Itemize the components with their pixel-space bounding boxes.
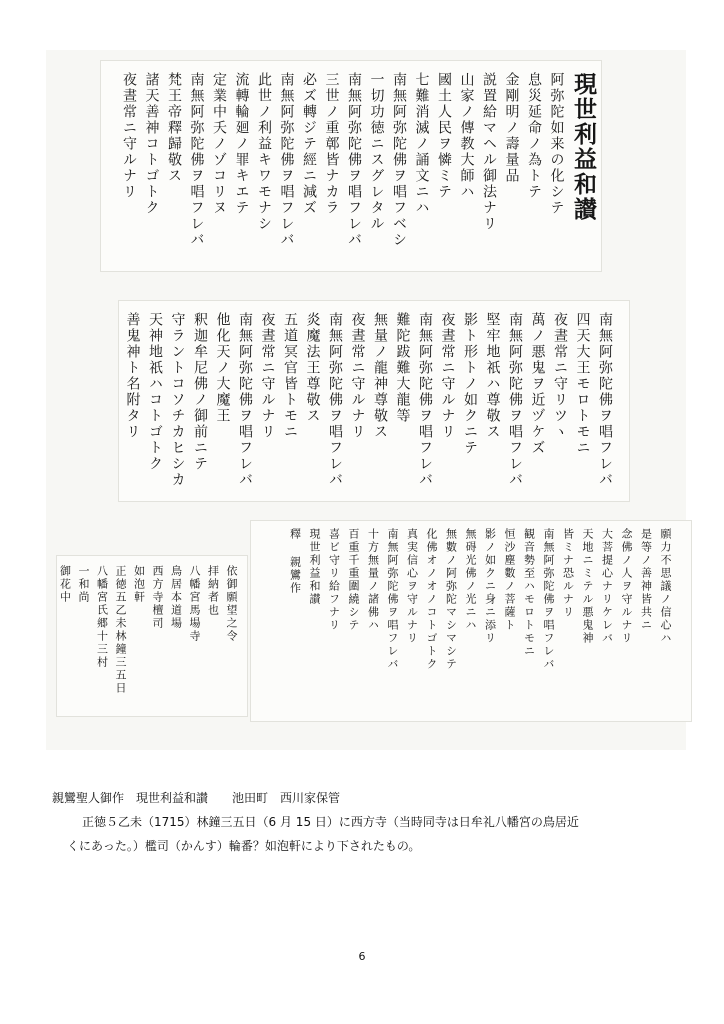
panel2-column: 南無阿弥陀佛ヲ唱フレバ bbox=[327, 312, 343, 488]
colophon-column: 西方寺檀司 bbox=[151, 565, 164, 630]
panel3-column: 願力不思議ノ信心ハ bbox=[659, 528, 672, 645]
panel1-column: 南無阿弥陀佛ヲ唱フレバ bbox=[278, 72, 295, 248]
panel2-column: 南無阿弥陀佛ヲ唱フレバ bbox=[237, 312, 253, 488]
panel1-column: 諸天善神コトゴトク bbox=[143, 72, 160, 216]
panel2-column: 天神地祇ハコトゴトク bbox=[147, 312, 163, 472]
panel3-column: 十方無量ノ諸佛ハ bbox=[366, 528, 380, 632]
panel1-column: 南無阿弥陀佛ヲ唱フレバ bbox=[188, 72, 205, 248]
panel1-column: 金剛明ノ壽量品 bbox=[503, 72, 520, 184]
panel2-column: 他化天ノ大魔王 bbox=[214, 312, 231, 424]
panel3-column: 影ノ如クニ身ニ添リ bbox=[483, 528, 497, 645]
colophon-column: 拝納者也 bbox=[206, 565, 220, 617]
panel3-column: 無碍光佛ノ光ニハ bbox=[464, 528, 477, 632]
panel2-column: 四天大王モロトモニ bbox=[574, 312, 591, 456]
panel3-column: 南無阿弥陀佛ヲ唱フレバ bbox=[542, 528, 555, 671]
panel2-column: 南無阿弥陀佛ヲ唱フレバ bbox=[417, 312, 433, 488]
panel2-column: 夜晝常ニ守ルナリ bbox=[259, 312, 276, 440]
colophon-column: 八幡宮氏郷十三村 bbox=[95, 565, 109, 669]
colophon-column: 御花中 bbox=[58, 565, 72, 604]
colophon-column: 依御願望之令 bbox=[225, 565, 238, 643]
panel1-column: 三世ノ重鄣皆ナカラ bbox=[323, 72, 340, 216]
panel1-column: 此世ノ利益キワモナシ bbox=[256, 72, 272, 232]
panel2-column: 夜晝常ニ守リツヽ bbox=[552, 312, 568, 440]
panel2-column: 守ラントコソチカヒシカ bbox=[169, 312, 186, 488]
panel2-column: 無量ノ龍神尊敬ス bbox=[372, 312, 388, 440]
panel3-column: 念佛ノ人ヲ守ルナリ bbox=[620, 528, 633, 645]
panel2-column: 影ト形トノ如クニテ bbox=[462, 312, 478, 456]
caption-title: 親鸞聖人御作 現世利益和讃 池田町 西川家保管 bbox=[52, 791, 341, 805]
panel2-column: 夜晝常ニ守ルナリ bbox=[349, 312, 366, 440]
panel2-column: 炎魔法王尊敬ス bbox=[304, 312, 321, 424]
panel1-column: 南無阿弥陀佛ヲ唱フベシ bbox=[391, 72, 407, 248]
panel3-column: 百重千重圍繞シテ bbox=[347, 528, 360, 632]
panel1-column: 國土人民ヲ憐ミテ bbox=[436, 72, 452, 200]
colophon-column: 正徳五乙未林鐘三五日 bbox=[114, 565, 127, 695]
panel3-column: 喜ビ守リ給フナリ bbox=[327, 528, 341, 632]
panel2-column: 萬ノ悪鬼ヲ近ヅケズ bbox=[529, 312, 546, 456]
panel3-column: 大菩提心ナリケレバ bbox=[600, 528, 614, 645]
panel3-column: 皆ミナ恐ルナリ bbox=[561, 528, 575, 619]
colophon-column: 一和尚 bbox=[77, 565, 90, 604]
panel1-column: 流轉輪廻ノ罪キエテ bbox=[233, 72, 250, 216]
panel1-column: 夜晝常ニ守ルナリ bbox=[121, 72, 137, 200]
panel2-column: 堅牢地祇ハ尊敬ス bbox=[484, 312, 501, 440]
panel3-column: 化佛オノオノコトゴトク bbox=[425, 528, 438, 671]
panel2-column: 南無阿弥陀佛ヲ唱フレバ bbox=[507, 312, 523, 488]
panel2-column: 難陀跋難大龍等 bbox=[394, 312, 411, 424]
panel1-column: 山家ノ傳教大師ハ bbox=[458, 72, 475, 200]
panel1-column: 梵王帝釋歸敬ス bbox=[166, 72, 182, 184]
panel1-column: 定業中夭ノゾコリヌ bbox=[211, 72, 227, 216]
panel3-column: 天地ニミテル悪鬼神 bbox=[581, 528, 594, 645]
panel3-column: 真実信心ヲ守ルナリ bbox=[405, 528, 419, 645]
panel1-column: 七難消滅ノ誦文ニハ bbox=[413, 72, 430, 216]
panel3-column: 現世利益和讃 bbox=[308, 528, 321, 606]
panel3-column: 南無阿弥陀佛ヲ唱フレバ bbox=[386, 528, 399, 671]
panel2-column: 釈迦牟尼佛ノ御前ニテ bbox=[192, 312, 208, 472]
panel3-column: 釋 親鸞作 bbox=[288, 528, 302, 595]
panel1-column: 南無阿弥陀佛ヲ唱フレバ bbox=[346, 72, 362, 248]
panel2-column: 夜晝常ニ守ルナリ bbox=[439, 312, 456, 440]
caption-body-line-1: 正徳５乙未（1715）林鐘三五日（6 月 15 日）に西方寺（当時同寺は日牟礼八幡宮の鳥居近 bbox=[82, 815, 579, 829]
panel3-column: 無數ノ阿弥陀マシマシテ bbox=[444, 528, 458, 671]
panel1-column: 必ズ轉ジテ經ニ減ズ bbox=[301, 72, 317, 216]
caption-body-line-2: くにあった。）檻司（かんす）輪番？如泡軒により下されたもの。 bbox=[67, 839, 421, 853]
panel3-column: 是等ノ善神皆共ニ bbox=[639, 528, 653, 632]
panel2-column: 五道冥官皆トモニ bbox=[282, 312, 298, 440]
panel1-column: 現世利益和讃 bbox=[570, 72, 597, 222]
panel1-column: 阿弥陀如来の化シテ bbox=[548, 72, 565, 216]
colophon-column: 八幡宮馬場寺 bbox=[188, 565, 201, 643]
panel1-column: 息災延命ノ為トテ bbox=[526, 72, 542, 200]
panel2-column: 善鬼神ト名附タリ bbox=[124, 312, 141, 440]
colophon-column: 如泡軒 bbox=[132, 565, 146, 604]
panel3-column: 観音勢至ハモロトモニ bbox=[522, 528, 536, 658]
panel3-column: 恒沙塵數ノ菩薩ト bbox=[503, 528, 516, 632]
panel1-column: 説置給マヘル御法ナリ bbox=[481, 72, 497, 232]
page-number: 6 bbox=[358, 950, 366, 963]
panel2-column: 南無阿弥陀佛ヲ唱フレバ bbox=[597, 312, 613, 488]
colophon-column: 鳥居本道場 bbox=[169, 565, 183, 630]
panel1-column: 一切功徳ニスグレタル bbox=[368, 72, 385, 232]
